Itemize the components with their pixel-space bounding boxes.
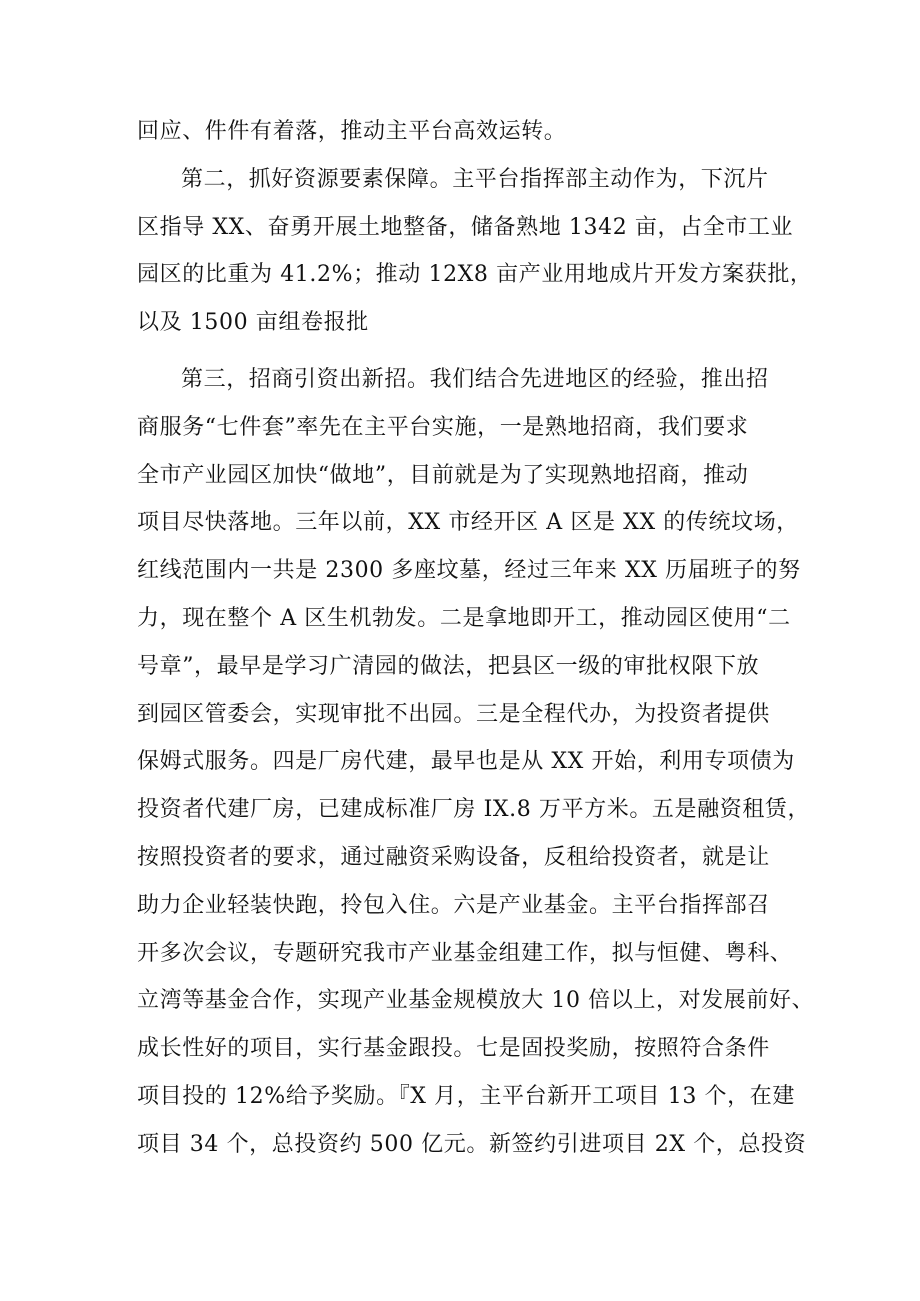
text-line: 全市产业园区加快“做地”，目前就是为了实现熟地招商，推动 [137, 462, 749, 488]
text-line: 开多次会议，专题研究我市产业基金组建工作，拟与恒健、粤科、 [137, 940, 793, 966]
text-line: 红线范围内一共是 2300 多座坟墓，经过三年来 XX 历届班子的努 [137, 558, 801, 584]
text-line: 回应、件件有着落，推动主平台高效运转。 [137, 119, 567, 144]
text-line: 成长性好的项目，实行基金跟投。七是固投奖励，按照符合条件 [137, 1036, 770, 1062]
paragraph-gap [137, 347, 797, 356]
text-line: 力，现在整个 A 区生机勃发。二是拿地即开工，推动园区使用“二 [137, 605, 791, 631]
text-line: 号章”，最早是学习广清园的做法，把县区一级的审批权限下放 [137, 653, 760, 679]
text-line: 商服务“七件套”率先在主平台实施，一是熟地招商，我们要求 [137, 414, 749, 440]
text-line: 项目尽快落地。三年以前，XX 市经开区 A 区是 XX 的传统坟场， [137, 510, 799, 536]
text-line: 园区的比重为 41.2%；推动 12X8 亩产业用地成片开发方案获批， [137, 262, 813, 288]
paragraph-start-line: 第二，抓好资源要素保障。主平台指挥部主动作为，下沉片 [181, 166, 769, 192]
text-line: 助力企业轻装快跑，拎包入住。六是产业基金。主平台指挥部召 [137, 892, 770, 918]
text-line: 立湾等基金合作，实现产业基金规模放大 10 倍以上，对发展前好、 [137, 988, 815, 1014]
text-line: 保姆式服务。四是厂房代建，最早也是从 XX 开始，利用专项债为 [137, 749, 795, 775]
document-body [137, 108, 815, 1169]
paragraph-start-line: 第三，招商引资出新招。我们结合先进地区的经验，推出招 [181, 366, 769, 392]
text-line: 区指导 XX、奋勇开展土地整备，储备熟地 1342 亩，占全市工业 [137, 214, 794, 240]
text-line: 以及 1500 亩组卷报批 [137, 310, 369, 336]
text-line: 按照投资者的要求，通过融资采购设备，反租给投资者，就是让 [137, 844, 770, 870]
text-line: 投资者代建厂房，已建成标准厂房 IX.8 万平方米。五是融资租赁， [137, 797, 811, 823]
text-line: 到园区管委会，实现审批不出园。三是全程代办，为投资者提供 [137, 701, 770, 727]
text-line: 项目投的 12%给予奖励。『X 月，主平台新开工项目 13 个，在建 [137, 1083, 795, 1109]
text-line: 项目 34 个，总投资约 500 亿元。新签约引进项目 2X 个，总投资 [137, 1131, 807, 1157]
